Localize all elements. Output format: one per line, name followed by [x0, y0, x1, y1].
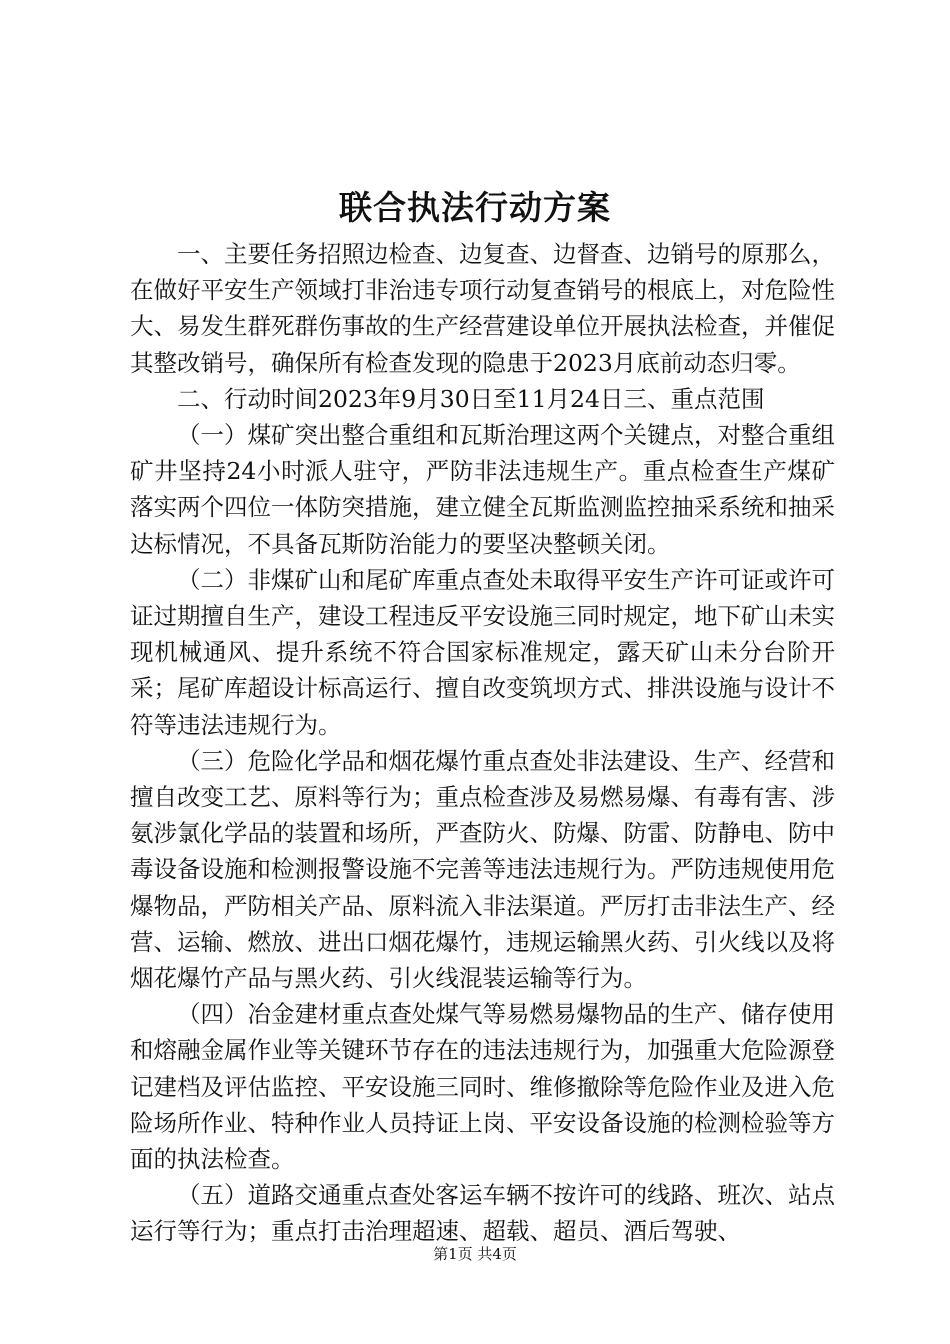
- document-body: [130, 236, 835, 1250]
- paragraph-coal-mines: （一）煤矿突出整合重组和瓦斯治理这两个关键点，对整合重组矿井坚持24小时派人驻守，严防非法违规生产。重点检查生产煤矿落实两个四位一体防突措施，建立健全瓦斯监测监控抽采系统和抽采达标情况，不具备瓦斯防治能力的要坚决整顿关闭。: [130, 421, 835, 558]
- document-title: 联合执法行动方案: [339, 188, 611, 227]
- paragraph-road-traffic: （五）道路交通重点查处客运车辆不按许可的线路、班次、站点运行等行为；重点打击治理超速、超载、超员、酒后驾驶、: [130, 1181, 835, 1246]
- paragraph-metallurgy-building-materials: （四）冶金建材重点查处煤气等易燃易爆物品的生产、储存使用和熔融金属作业等关键环节存在的违法违规行为，加强重大危险源登记建档及评估监控、平安设施三同时、维修撤除等危险作业及进入危险场所作业、特种作业人员持证上岗、平安设备设施的检测检验等方面的执法检查。: [130, 1000, 835, 1174]
- paragraph-action-time: 二、行动时间2023年9月30日至11月24日三、重点范围: [177, 384, 765, 413]
- page-footer: 第1页 共4页: [433, 1245, 517, 1263]
- paragraph-non-coal-mines: （二）非煤矿山和尾矿库重点查处未取得平安生产许可证或许可证过期擅自生产，建设工程违反平安设施三同时规定，地下矿山未实现机械通风、提升系统不符合国家标准规定，露天矿山未分台阶开采；尾矿库超设计标高运行、擅自改变筑坝方式、排洪设施与设计不符等违法违规行为。: [130, 565, 835, 739]
- paragraph-main-tasks: 一、主要任务招照边检查、边复查、边督查、边销号的原那么，在做好平安生产领域打非治违专项行动复查销号的根底上，对危险性大、易发生群死群伤事故的生产经营建设单位开展执法检查，并催促其整改销号，确保所有检查发现的隐患于2023月底前动态归零。: [130, 240, 835, 377]
- paragraph-hazardous-chemicals: （三）危险化学品和烟花爆竹重点查处非法建设、生产、经营和擅自改变工艺、原料等行为；重点检查涉及易燃易爆、有毒有害、涉氨涉氯化学品的装置和场所，严查防火、防爆、防雷、防静电、防中毒设备设施和检测报警设施不完善等违法违规行为。严防违规使用危爆物品，严防相关产品、原料流入非法渠道。严厉打击非法生产、经营、运输、燃放、进出口烟花爆竹，违规运输黑火药、引火线以及将烟花爆竹产品与黑火药、引火线混装运输等行为。: [130, 746, 835, 993]
